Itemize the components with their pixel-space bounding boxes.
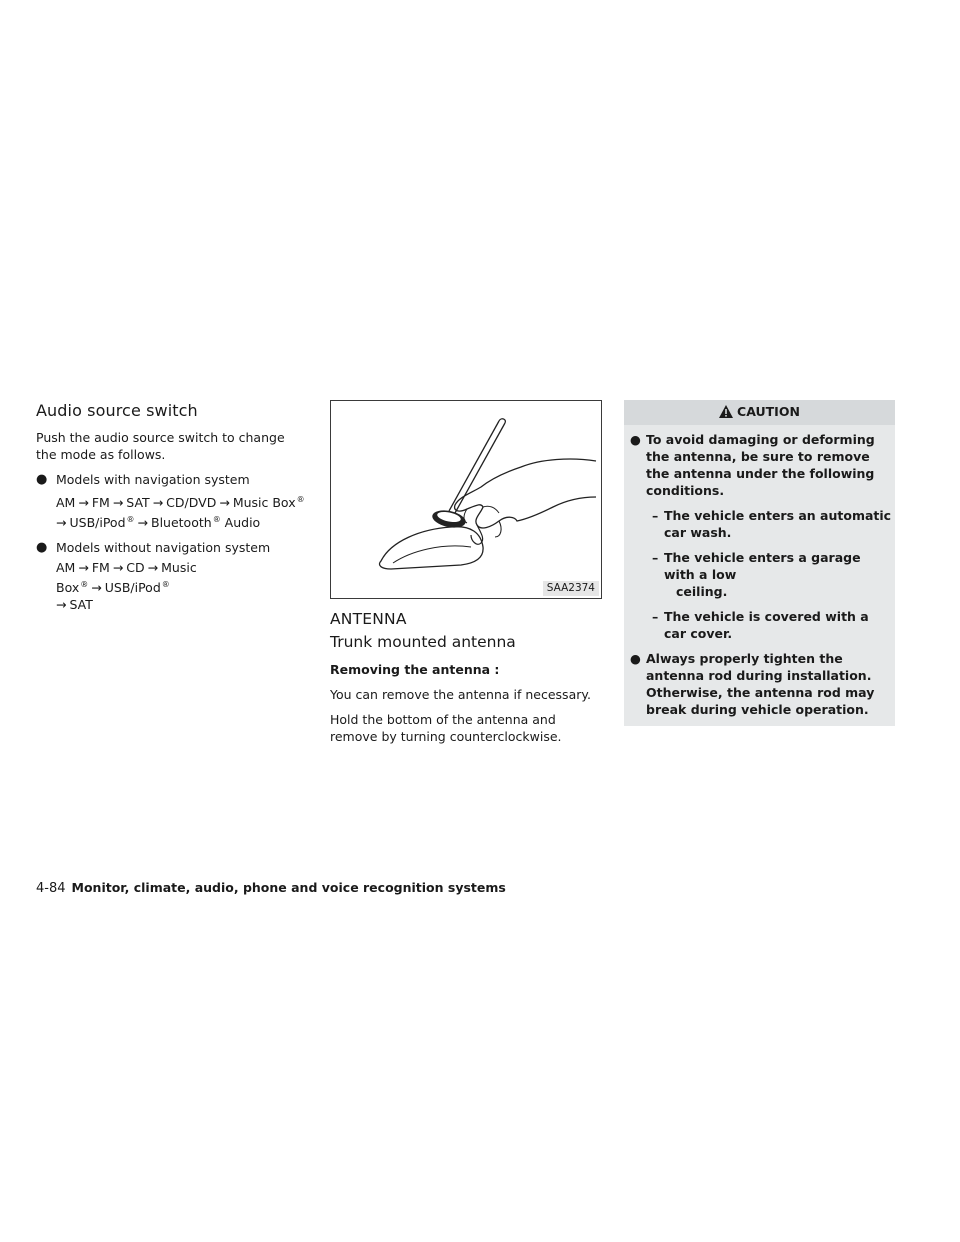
registered-mark: ® — [296, 495, 305, 504]
list-item-navigation: ● Models with navigation system — [36, 472, 250, 487]
page-footer — [36, 880, 506, 896]
caution-header — [624, 400, 895, 425]
arrow-icon: → — [112, 560, 124, 575]
arrow-icon: → — [91, 580, 102, 595]
condition-car-wash: – The vehicle enters an automatic car wash. — [652, 508, 892, 540]
figure-code: SAA2374 — [543, 581, 599, 596]
arrow-icon: → — [56, 515, 67, 530]
registered-mark: ® — [80, 580, 89, 589]
caution-box — [624, 400, 895, 726]
antenna-illustration — [330, 400, 602, 599]
bullet-icon: ● — [36, 472, 48, 487]
intro-text: Push the audio source switch to change the mode as follows. — [36, 430, 285, 462]
dash-mark: – — [652, 550, 659, 565]
hold-paragraph: Hold the bottom of the antenna and remove by turning counterclockwise. — [330, 712, 562, 744]
bullet-icon: ● — [630, 432, 641, 447]
removing-label: Removing the antenna : — [330, 662, 500, 677]
arrow-icon: → — [147, 560, 159, 575]
arrow-icon: → — [112, 495, 124, 510]
caution-title: CAUTION — [737, 404, 800, 419]
arrow-icon: → — [56, 597, 67, 612]
source-sequence-navigation: AM → FM → SAT → CD/DVD → Music Box® → USB/iPod® → Bluetooth® Audio — [56, 495, 305, 530]
antenna-section — [330, 400, 602, 753]
bullet-icon: ● — [36, 540, 48, 555]
arrow-icon: → — [78, 495, 89, 510]
registered-mark: ® — [126, 515, 135, 524]
condition-garage: – The vehicle enters a garage with a low ceiling. — [652, 550, 861, 599]
subheading-trunk-antenna: Trunk mounted antenna — [330, 633, 516, 651]
arrow-icon: → — [137, 515, 148, 530]
dash-mark: – — [652, 609, 659, 624]
caution-item-remove: ● To avoid damaging or deforming the antenna, be sure to remove the antenna under the following conditions. — [630, 432, 875, 498]
arrow-icon: → — [219, 495, 230, 510]
page-number: 4-84 — [36, 881, 66, 896]
chapter-title: Monitor, climate, audio, phone and voice recognition systems — [71, 880, 506, 895]
arrow-icon: → — [78, 560, 89, 575]
list-item-no-navigation: ● Models without navigation system — [36, 540, 271, 555]
source-sequence-no-navigation: AM → FM → CD → Music Box® → USB/iPod® → SAT — [56, 560, 197, 612]
bullet-icon: ● — [630, 651, 641, 666]
audio-source-section — [36, 400, 308, 621]
registered-mark: ® — [212, 515, 221, 524]
condition-car-cover: – The vehicle is covered with a car cover. — [652, 609, 869, 641]
remove-paragraph: You can remove the antenna if necessary. — [330, 687, 591, 702]
arrow-icon: → — [152, 495, 164, 510]
section-heading-antenna: ANTENNA — [330, 610, 407, 628]
registered-mark: ® — [161, 580, 170, 589]
section-heading-audio-source: Audio source switch — [36, 401, 198, 420]
caution-item-tighten: ● Always properly tighten the antenna rod during installation. Otherwise, the antenna rod may break during vehicle operation. — [630, 651, 875, 717]
hand-removing-antenna-illustration — [331, 401, 601, 598]
dash-mark: – — [652, 508, 659, 523]
warning-triangle-icon — [719, 405, 733, 422]
